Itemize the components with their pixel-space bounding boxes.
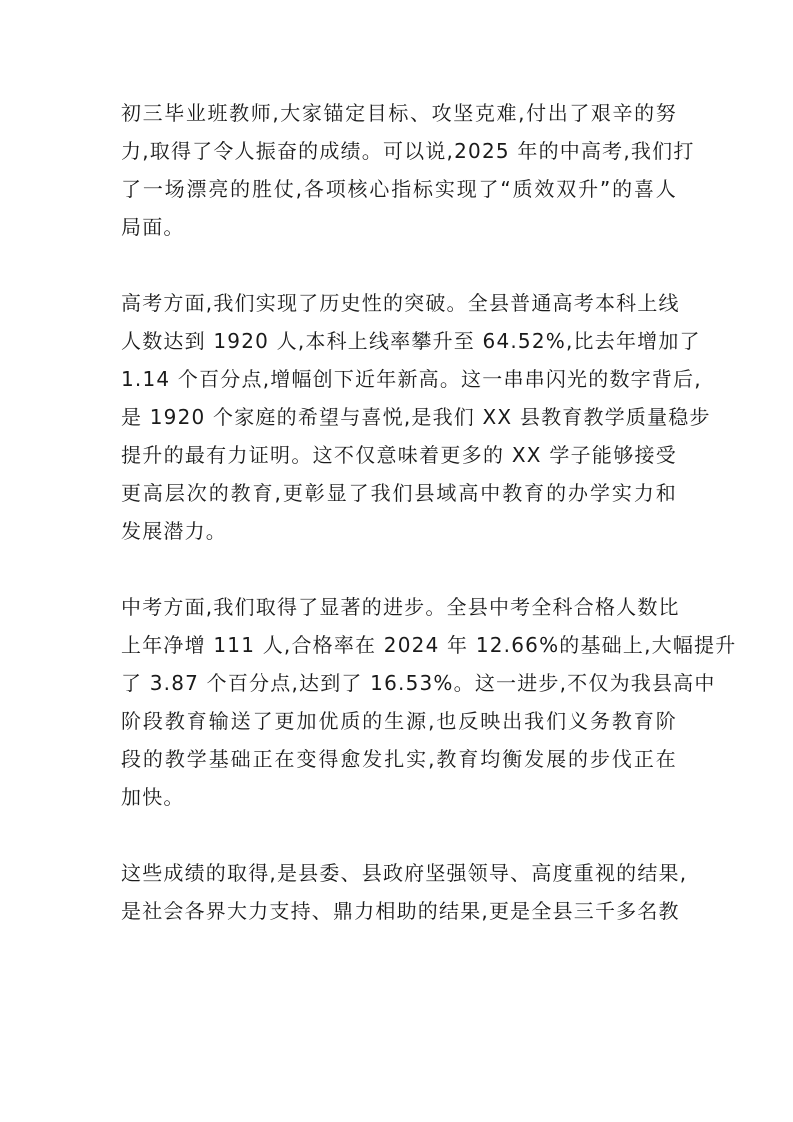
text-line: 上年净增 111 人,合格率在 2024 年 12.66%的基础上,大幅提升 — [121, 633, 737, 657]
text-line: 提升的最有力证明。这不仅意味着更多的 XX 学子能够接受 — [121, 443, 677, 467]
paragraph-1 — [121, 94, 695, 246]
paragraph-spacer — [121, 816, 677, 854]
text-line: 段的教学基础正在变得愈发扎实,教育均衡发展的步伐正在 — [121, 747, 677, 771]
document-page — [121, 94, 737, 930]
text-line: 阶段教育输送了更加优质的生源,也反映出我们义务教育阶 — [121, 709, 677, 733]
text-line: 中考方面,我们取得了显著的进步。全县中考全科合格人数比 — [121, 595, 680, 619]
text-line: 人数达到 1920 人,本科上线率攀升至 64.52%,比去年增加了 — [121, 329, 701, 353]
text-line: 是社会各界大力支持、鼎力相助的结果,更是全县三千多名教 — [121, 899, 680, 923]
paragraph-spacer — [121, 246, 677, 284]
text-line: 力,取得了令人振奋的成绩。可以说,2025 年的中高考,我们打 — [121, 139, 695, 163]
text-line: 1.14 个百分点,增幅创下近年新高。这一串串闪光的数字背后, — [121, 367, 702, 391]
text-line: 这些成绩的取得,是县委、县政府坚强领导、高度重视的结果, — [121, 861, 688, 885]
paragraph-3 — [121, 588, 737, 816]
paragraph-spacer — [121, 550, 677, 588]
text-line: 加快。 — [121, 785, 185, 809]
paragraph-2 — [121, 284, 711, 550]
text-line: 了一场漂亮的胜仗,各项核心指标实现了“质效双升”的喜人 — [121, 177, 677, 201]
text-line: 高考方面,我们实现了历史性的突破。全县普通高考本科上线 — [121, 291, 680, 315]
text-line: 更高层次的教育,更彰显了我们县域高中教育的办学实力和 — [121, 481, 677, 505]
text-line: 发展潜力。 — [121, 519, 227, 543]
text-line: 局面。 — [121, 215, 185, 239]
text-line: 初三毕业班教师,大家锚定目标、攻坚克难,付出了艰辛的努 — [121, 101, 677, 125]
text-line: 了 3.87 个百分点,达到了 16.53%。这一进步,不仅为我县高中 — [121, 671, 716, 695]
text-line: 是 1920 个家庭的希望与喜悦,是我们 XX 县教育教学质量稳步 — [121, 405, 711, 429]
paragraph-4 — [121, 854, 688, 930]
